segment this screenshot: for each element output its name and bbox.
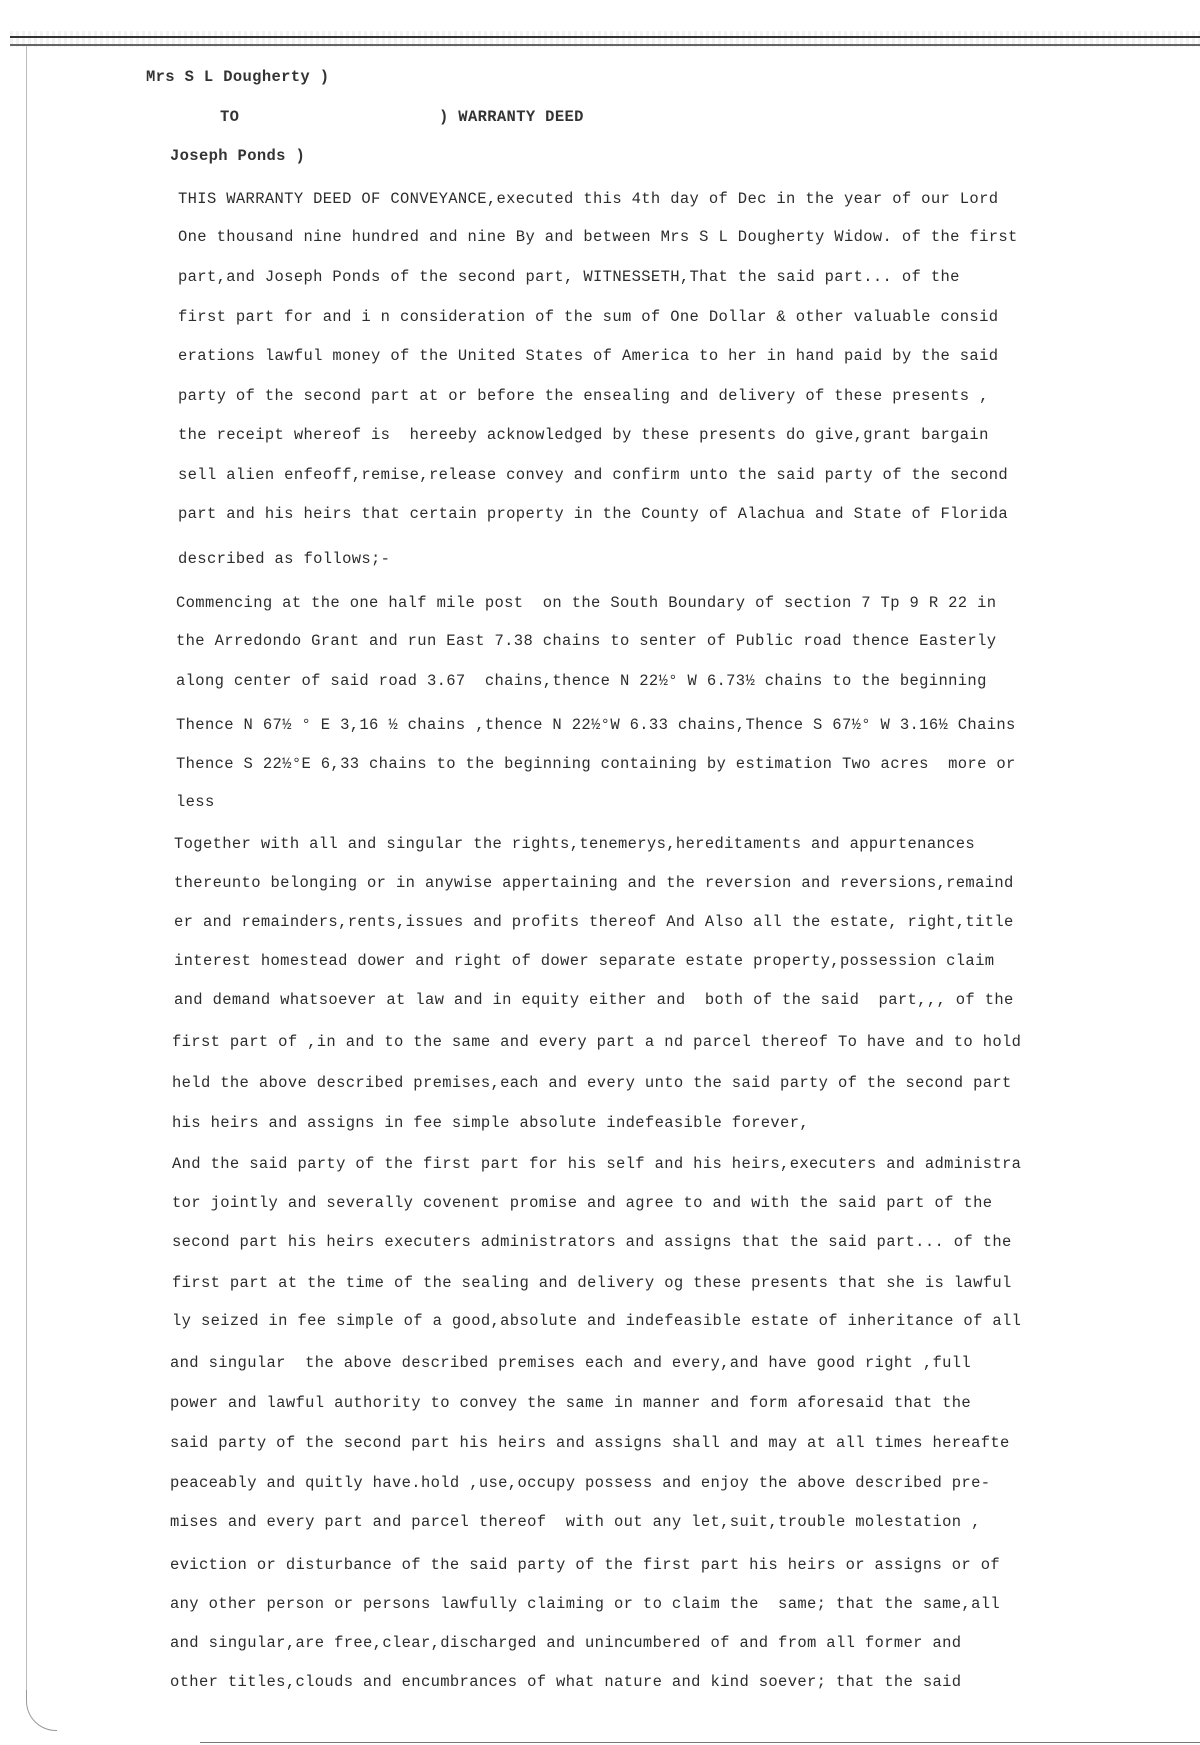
body-line: the Arredondo Grant and run East 7.38 chains to senter of Public road thence Easterly xyxy=(176,632,997,650)
body-line: first part of ,in and to the same and every part a nd parcel thereof To have and to hold xyxy=(172,1033,1022,1051)
body-line: Commencing at the one half mile post on the South Boundary of section 7 Tp 9 R 22 in xyxy=(176,594,997,612)
body-line: first part for and i n consideration of the sum of One Dollar & other valuable consid xyxy=(178,308,999,326)
body-line: party of the second part at or before the ensealing and delivery of these presents , xyxy=(178,387,989,405)
top-double-rule-lower xyxy=(10,44,1200,46)
body-line: and singular,are free,clear,discharged and unincumbered of and from all former and xyxy=(170,1634,962,1652)
body-line: held the above described premises,each and every unto the said party of the second part xyxy=(172,1074,1012,1092)
body-line: eviction or disturbance of the said party of the first part his heirs or assigns or of xyxy=(170,1556,1001,1574)
body-line: described as follows;- xyxy=(178,550,391,568)
body-line: And the said party of the first part for his self and his heirs,executers and administra xyxy=(172,1155,1022,1173)
body-line: thereunto belonging or in anywise appertaining and the reversion and reversions,remaind xyxy=(174,874,1014,892)
body-line: mises and every part and parcel thereof with out any let,suit,trouble molestation , xyxy=(170,1513,981,1531)
body-line: Thence S 22½°E 6,33 chains to the beginning containing by estimation Two acres more or xyxy=(176,755,1016,773)
body-line: THIS WARRANTY DEED OF CONVEYANCE,executed this 4th day of Dec in the year of our Lord xyxy=(178,190,999,208)
body-line: er and remainders,rents,issues and profits thereof And Also all the estate, right,title xyxy=(174,913,1014,931)
body-line: tor jointly and severally covenent promise and agree to and with the said part of the xyxy=(172,1194,993,1212)
body-line: and singular the above described premises each and every,and have good right ,full xyxy=(170,1354,972,1372)
left-margin-line xyxy=(26,46,27,1691)
body-line: power and lawful authority to convey the same in manner and form aforesaid that the xyxy=(170,1394,972,1412)
body-line: interest homestead dower and right of dower separate estate property,possession claim xyxy=(174,952,995,970)
body-line: ly seized in fee simple of a good,absolute and indefeasible estate of inheritance of all xyxy=(172,1312,1022,1330)
body-line: erations lawful money of the United States of America to her in hand paid by the said xyxy=(178,347,999,365)
body-line: other titles,clouds and encumbrances of what nature and kind soever; that the said xyxy=(170,1673,962,1691)
body-line: sell alien enfeoff,remise,release convey and confirm unto the said party of the second xyxy=(178,466,1009,484)
body-line: peaceably and quitly have.hold ,use,occupy possess and enjoy the above described pre- xyxy=(170,1474,991,1492)
body-line: less xyxy=(176,793,215,811)
body-line: first part at the time of the sealing and delivery og these presents that she is lawful xyxy=(172,1274,1012,1292)
body-line: his heirs and assigns in fee simple absolute indefeasible forever, xyxy=(172,1114,809,1132)
body-line: part and his heirs that certain property in the County of Alachua and State of Florida xyxy=(178,505,1009,523)
bottom-left-corner-curve xyxy=(26,1690,57,1731)
body-line: said party of the second part his heirs and assigns shall and may at all times hereafte xyxy=(170,1434,1010,1452)
grantor-name: Mrs S L Dougherty ) xyxy=(146,68,330,86)
body-line: the receipt whereof is hereeby acknowledged by these presents do give,grant bargain xyxy=(178,426,989,444)
bottom-rule xyxy=(200,1742,1200,1743)
body-line: and demand whatsoever at law and in equity either and both of the said part,,, of the xyxy=(174,991,1014,1009)
body-line: along center of said road 3.67 chains,thence N 22½° W 6.73½ chains to the beginning xyxy=(176,672,987,690)
body-line: part,and Joseph Ponds of the second part, WITNESSETH,That the said part... of the xyxy=(178,268,960,286)
body-line: Together with all and singular the rights,tenemerys,hereditaments and appurtenances xyxy=(174,835,976,853)
body-line: any other person or persons lawfully claiming or to claim the same; that the same,all xyxy=(170,1595,1001,1613)
grantee-name: Joseph Ponds ) xyxy=(170,147,306,165)
body-line: One thousand nine hundred and nine By and between Mrs S L Dougherty Widow. of the first xyxy=(178,228,1018,246)
to-label: TO xyxy=(220,108,240,126)
deed-type-title: ) WARRANTY DEED xyxy=(439,108,584,126)
body-line: Thence N 67½ ° E 3,16 ½ chains ,thence N 22½°W 6.33 chains,Thence S 67½° W 3.16½ Chains xyxy=(176,716,1016,734)
top-double-rule-upper xyxy=(10,36,1200,38)
body-line: second part his heirs executers administrators and assigns that the said part... of the xyxy=(172,1233,1012,1251)
